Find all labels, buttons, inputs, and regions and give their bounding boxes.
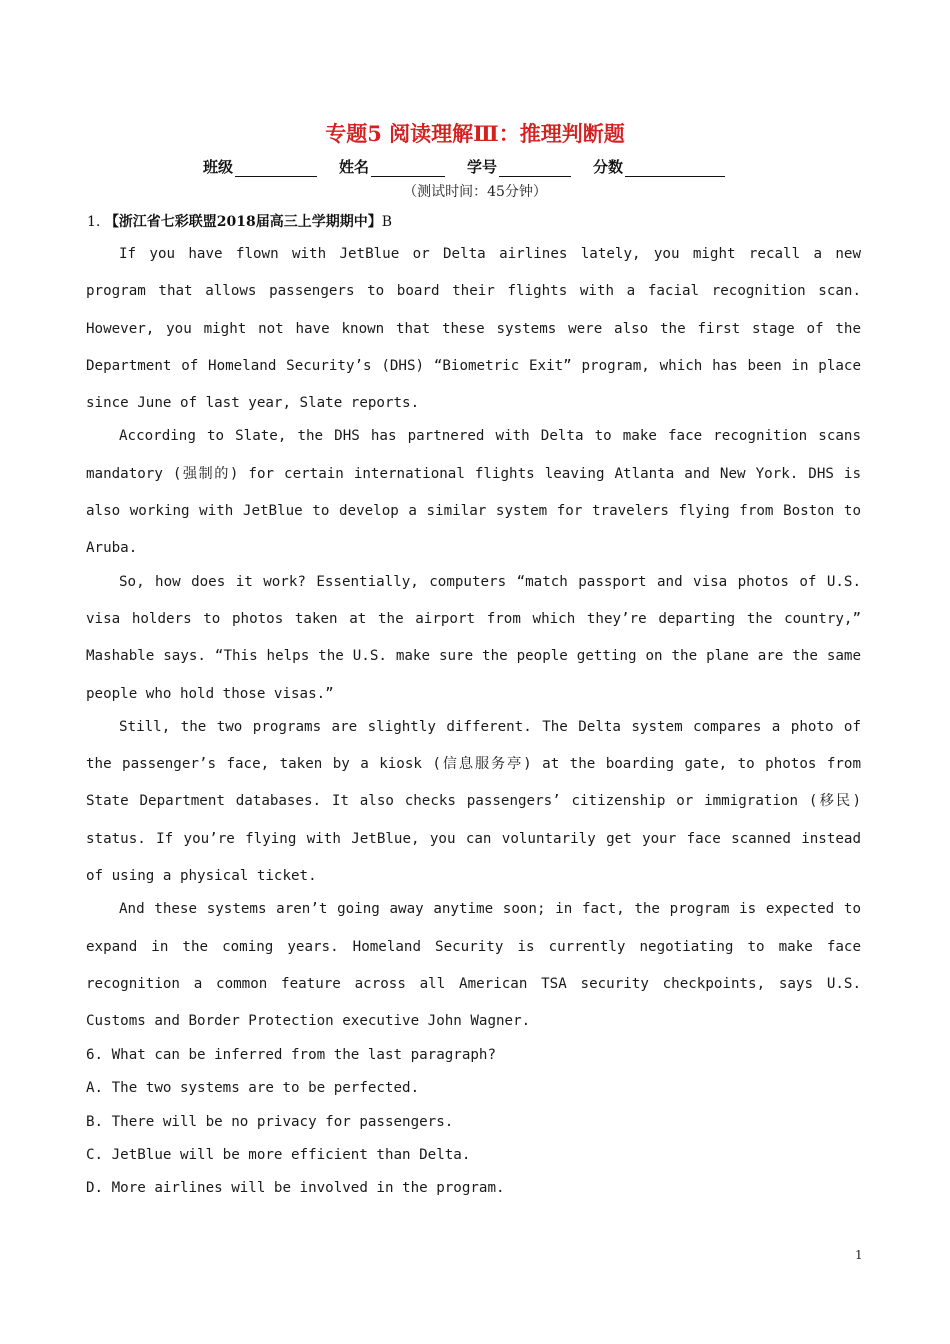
score-field-label: 分数 [593, 158, 624, 176]
score-field [593, 156, 725, 177]
option-b: B. There will be no privacy for passengers. [86, 1113, 454, 1130]
student-number-field-blank [499, 161, 571, 177]
page-number: 1 [855, 1248, 863, 1262]
question-stem: 6. What can be inferred from the last paragraph? [86, 1047, 496, 1063]
student-number-field-label: 学号 [467, 158, 498, 176]
student-info-fields [203, 156, 725, 177]
name-field-blank [371, 161, 445, 177]
page-title: 专题5 阅读理解Ⅲ：推理判断题 [325, 121, 625, 146]
option-d: D. More airlines will be involved in the program. [86, 1180, 505, 1197]
class-field-label: 班级 [203, 158, 234, 176]
question-number: 1. [87, 214, 101, 230]
source-tag: 【浙江省七彩联盟2018届高三上学期期中】 [104, 214, 382, 230]
class-field-blank [235, 161, 317, 177]
option-c: C. JetBlue will be more efficient than Delta. [86, 1146, 471, 1163]
reading-passage [86, 236, 861, 1037]
question-block [86, 1043, 861, 1209]
question-source [87, 211, 392, 231]
class-field [203, 156, 317, 177]
passage-paragraph-4: Still, the two programs are slightly different. The Delta system compares a photo of the passenger’s face, taken by a kiosk (信息服务亭) at the boarding gate, to photos from State Department databases. It also checks passengers’ citizenship or immigration (移民) status. If you’re flying with JetBlue, you can voluntarily get your face scanned instead of using a physical ticket. [86, 718, 861, 885]
passage-paragraph-2: According to Slate, the DHS has partnered with Delta to make face recognition scans mandatory (强制的) for certain international flights leaving Atlanta and New York. DHS is also working with JetBlue to develop a similar system for travelers flying from Boston to Aruba. [86, 428, 861, 557]
passage-paragraph-5: And these systems aren’t going away anytime soon; in fact, the program is expected to expand in the coming years. Homeland Security is currently negotiating to make face recognition a common feature across all American TSA security checkpoints, says U.S. Customs and Border Protection executive John Wagner. [86, 901, 861, 1030]
passage-paragraph-3: So, how does it work? Essentially, computers “match passport and visa photos of U.S. visa holders to photos taken at the airport from which they’re departing the country,” Mashable says. “This helps the U.S. make sure the people getting on the plane are the same people who hold those visas.” [86, 573, 861, 702]
name-field-label: 姓名 [339, 158, 370, 176]
passage-label: B [381, 214, 393, 230]
score-field-blank [625, 161, 725, 177]
student-number-field [467, 156, 571, 177]
option-a: A. The two systems are to be perfected. [86, 1080, 420, 1097]
test-duration: （测试时间：45分钟） [403, 184, 547, 200]
passage-paragraph-1: If you have flown with JetBlue or Delta airlines lately, you might recall a new program that allows passengers to board their flights with a facial recognition scan. However, you might not have known that these systems were also the first stage of the Department of Homeland Security’s (DHS) “Biometric Exit” program, which has been in place since June of last year, Slate reports. [86, 246, 861, 412]
name-field [339, 156, 445, 177]
